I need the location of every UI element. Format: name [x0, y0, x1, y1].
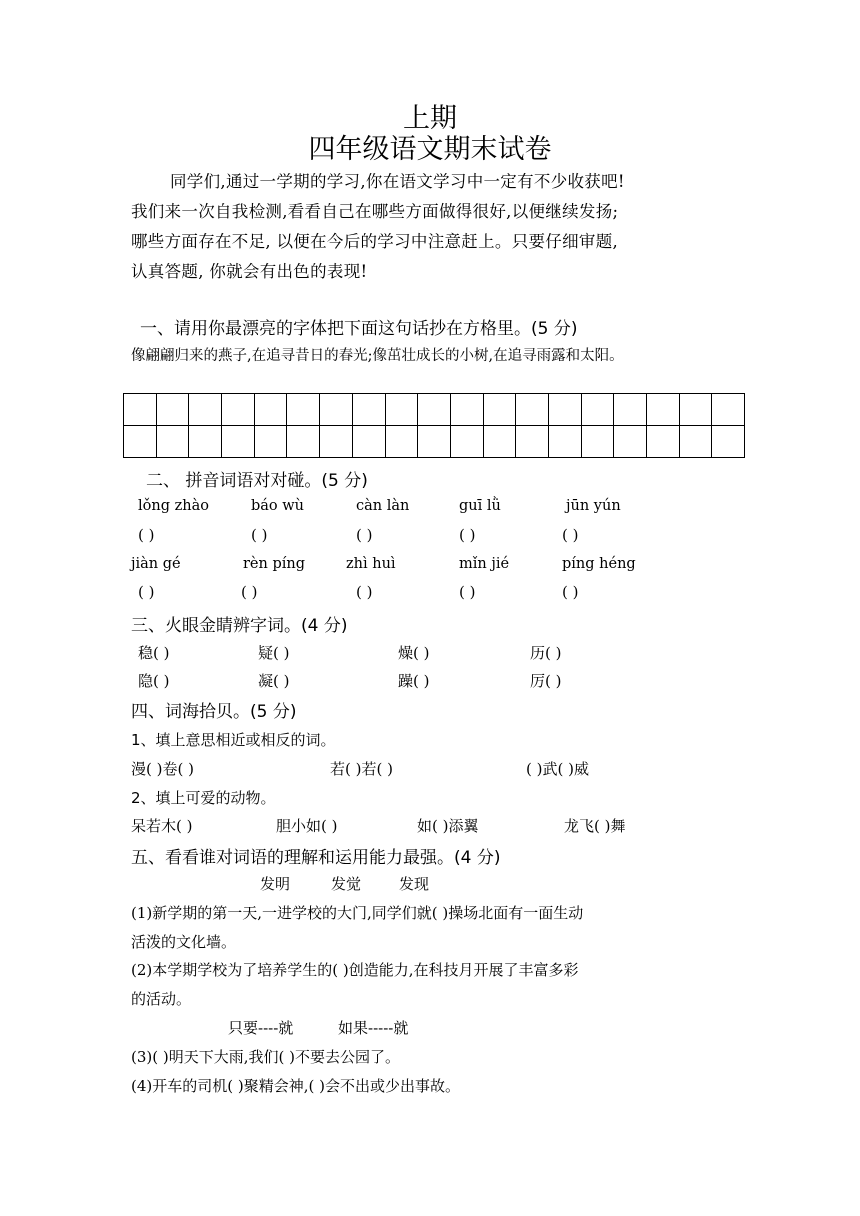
grid-cell[interactable]	[222, 394, 255, 426]
answer-blank[interactable]: ( )	[251, 526, 268, 544]
word-item[interactable]: 若( )若( )	[330, 760, 393, 778]
grid-cell[interactable]	[679, 394, 712, 426]
grid-cell[interactable]	[418, 394, 451, 426]
grid-cell[interactable]	[320, 426, 353, 458]
grid-cell[interactable]	[516, 426, 549, 458]
writing-grid	[123, 393, 745, 458]
grid-cell[interactable]	[712, 426, 745, 458]
question-2-line1: (2)本学期学校为了培养学生的( )创造能力,在科技月开展了丰富多彩	[131, 961, 579, 979]
section4-heading: 四、词海拾贝。(5 分)	[131, 702, 297, 722]
char-item[interactable]: 燥( )	[398, 644, 430, 662]
grid-cell[interactable]	[352, 394, 385, 426]
grid-cell[interactable]	[320, 394, 353, 426]
page-title: 四年级语文期末试卷	[308, 134, 552, 165]
grid-cell[interactable]	[712, 394, 745, 426]
section2-heading: 二、 拼音词语对对碰。(5 分)	[146, 471, 368, 491]
grid-cell[interactable]	[614, 394, 647, 426]
answer-blank[interactable]: ( )	[562, 526, 579, 544]
question-2-line2: 的活动。	[131, 990, 192, 1008]
pinyin-2: báo wù	[251, 498, 305, 514]
answer-blank[interactable]: ( )	[241, 583, 258, 601]
grid-cell[interactable]	[548, 394, 581, 426]
word-item[interactable]: 胆小如( )	[276, 817, 338, 835]
word-choice: 发明	[260, 875, 291, 893]
grid-cell[interactable]	[287, 426, 320, 458]
word-item[interactable]: 呆若木( )	[131, 817, 193, 835]
grid-cell[interactable]	[581, 394, 614, 426]
grid-cell[interactable]	[679, 426, 712, 458]
section3-heading: 三、火眼金睛辨字词。(4 分)	[131, 616, 348, 636]
answer-blank[interactable]: ( )	[562, 583, 579, 601]
intro-line-1: 同学们,通过一学期的学习,你在语文学习中一定有不少收获吧!	[170, 172, 625, 191]
grid-cell[interactable]	[614, 426, 647, 458]
word-item[interactable]: 漫( )卷( )	[131, 760, 194, 778]
grid-cell[interactable]	[254, 426, 287, 458]
word-choice: 只要----就	[228, 1019, 294, 1037]
word-choice: 发现	[399, 875, 430, 893]
char-item[interactable]: 厉( )	[530, 672, 562, 690]
grid-cell[interactable]	[450, 426, 483, 458]
grid-cell[interactable]	[581, 426, 614, 458]
pinyin-8: zhì huì	[346, 556, 396, 572]
answer-blank[interactable]: ( )	[459, 526, 476, 544]
grid-cell[interactable]	[450, 394, 483, 426]
pinyin-3: càn làn	[356, 498, 410, 514]
grid-cell[interactable]	[254, 394, 287, 426]
grid-cell[interactable]	[287, 394, 320, 426]
word-item[interactable]: ( )武( )威	[526, 760, 589, 778]
pinyin-5: jūn yún	[566, 498, 621, 514]
grid-row	[124, 426, 745, 458]
answer-blank[interactable]: ( )	[138, 583, 155, 601]
title-line1: 上期	[403, 103, 457, 134]
answer-blank[interactable]: ( )	[356, 583, 373, 601]
pinyin-4: guī lǜ	[459, 498, 501, 514]
grid-cell[interactable]	[385, 394, 418, 426]
question-4: (4)开车的司机( )聚精会神,( )会不出或少出事故。	[131, 1077, 460, 1095]
word-item[interactable]: 如( )添翼	[417, 817, 479, 835]
grid-cell[interactable]	[352, 426, 385, 458]
word-item[interactable]: 龙飞( )舞	[564, 817, 626, 835]
char-item[interactable]: 隐( )	[138, 672, 170, 690]
question-1-line1: (1)新学期的第一天,一进学校的大门,同学们就( )操场北面有一面生动	[131, 904, 584, 922]
section4-sub1: 1、填上意思相近或相反的词。	[131, 731, 336, 749]
intro-line-4: 认真答题, 你就会有出色的表现!	[131, 262, 368, 281]
grid-cell[interactable]	[548, 426, 581, 458]
grid-cell[interactable]	[124, 394, 157, 426]
grid-cell[interactable]	[516, 394, 549, 426]
section1-heading: 一、请用你最漂亮的字体把下面这句话抄在方格里。(5 分)	[140, 319, 578, 339]
question-3: (3)( )明天下大雨,我们( )不要去公园了。	[131, 1048, 400, 1066]
char-item[interactable]: 稳( )	[138, 644, 170, 662]
grid-cell[interactable]	[156, 394, 189, 426]
grid-cell[interactable]	[189, 394, 222, 426]
grid-cell[interactable]	[385, 426, 418, 458]
word-choice: 发觉	[331, 875, 362, 893]
section1-sentence: 像翩翩归来的燕子,在追寻昔日的春光;像茁壮成长的小树,在追寻雨露和太阳。	[131, 348, 624, 364]
word-choice: 如果-----就	[338, 1019, 409, 1037]
grid-cell[interactable]	[156, 426, 189, 458]
char-item[interactable]: 凝( )	[258, 672, 290, 690]
grid-cell[interactable]	[222, 426, 255, 458]
char-item[interactable]: 疑( )	[258, 644, 290, 662]
char-item[interactable]: 躁( )	[398, 672, 430, 690]
pinyin-9: mǐn jié	[459, 556, 510, 572]
grid-row	[124, 394, 745, 426]
grid-cell[interactable]	[483, 426, 516, 458]
pinyin-6: jiàn gé	[131, 556, 181, 572]
grid-cell[interactable]	[124, 426, 157, 458]
grid-cell[interactable]	[647, 394, 680, 426]
grid-cell[interactable]	[647, 426, 680, 458]
answer-blank[interactable]: ( )	[356, 526, 373, 544]
pinyin-7: rèn píng	[243, 556, 306, 572]
intro-line-2: 我们来一次自我检测,看看自己在哪些方面做得很好,以便继续发扬;	[131, 202, 619, 221]
question-1-line2: 活泼的文化墙。	[131, 933, 237, 951]
section4-sub2: 2、填上可爱的动物。	[131, 789, 276, 807]
answer-blank[interactable]: ( )	[138, 526, 155, 544]
grid-cell[interactable]	[189, 426, 222, 458]
grid-cell[interactable]	[418, 426, 451, 458]
pinyin-10: píng héng	[562, 556, 636, 572]
answer-blank[interactable]: ( )	[459, 583, 476, 601]
pinyin-1: lǒng zhào	[138, 498, 209, 514]
char-item[interactable]: 历( )	[530, 644, 562, 662]
intro-line-3: 哪些方面存在不足, 以便在今后的学习中注意赶上。只要仔细审题,	[131, 232, 619, 251]
section5-heading: 五、看看谁对词语的理解和运用能力最强。(4 分)	[131, 848, 501, 868]
grid-cell[interactable]	[483, 394, 516, 426]
